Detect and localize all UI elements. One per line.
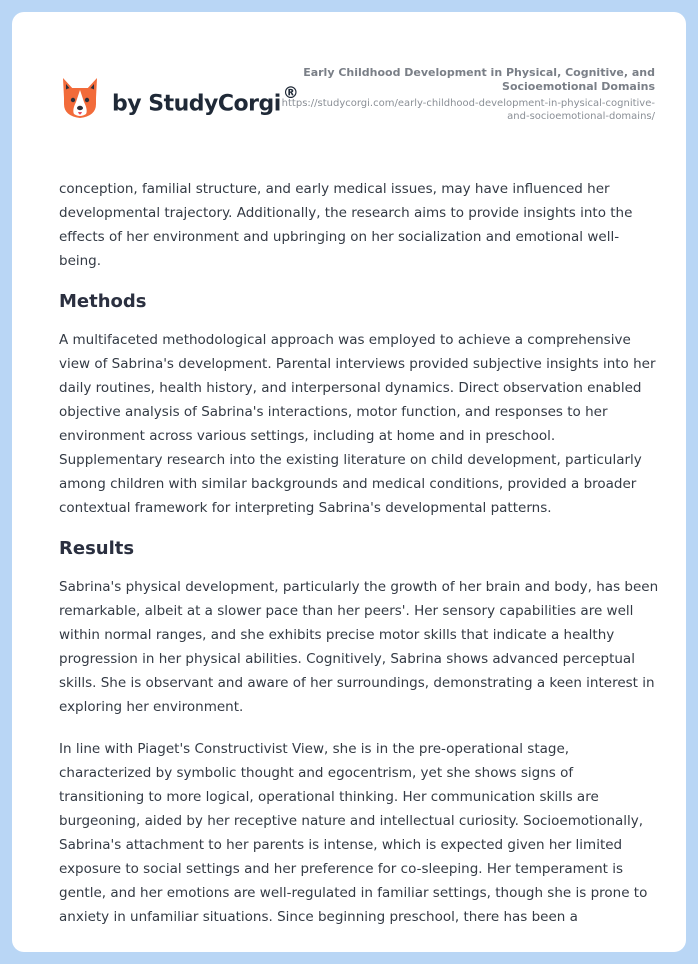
document-url[interactable]: https://studycorgi.com/early-childhood-development-in-physical-cognitive-and-socioemotional-domains/	[281, 98, 655, 122]
studycorgi-logo[interactable]	[60, 76, 298, 120]
document-meta	[275, 66, 655, 123]
results-paragraph-1: Sabrina's physical development, particularly the growth of her brain and body, has been remarkable, albeit at a slower pace than her peers'. Her sensory capabilities are well within normal ranges, and she exhibits precise motor skills that indicate a healthy progression in her physical abilities. Cognitively, Sabrina shows advanced perceptual skills. She is observant and aware of her surroundings, demonstrating a keen interest in exploring her environment.	[59, 579, 659, 715]
intro-paragraph: conception, familial structure, and early medical issues, may have influenced her developmental trajectory. Additionally, the research aims to provide insights into the effects of her environment and upbringing on her socialization and emotional well-being.	[59, 181, 633, 269]
document-title: Early Childhood Development in Physical, Cognitive, and Socioemotional Domains	[303, 66, 655, 93]
corgi-icon	[60, 76, 100, 120]
results-paragraph-2: In line with Piaget's Constructivist View, she is in the pre-operational stage, characterized by symbolic thought and egocentrism, yet she shows signs of transitioning to more logical, operational thinking. Her communication skills are burgeoning, aided by her receptive nature and intellectual curiosity. Socioemotionally, Sabrina's attachment to her parents is intense, which is expected given her limited exposure to social settings and her preference for co-sleeping. Her temperament is gentle, and her emotions are well-regulated in familiar settings, though she is prone to anxiety in unfamiliar situations. Since beginning preschool, there has been a	[59, 741, 648, 925]
results-heading: Results	[59, 538, 135, 559]
methods-paragraph: A multifaceted methodological approach was employed to achieve a comprehensive view of Sabrina's development. Parental interviews provided subjective insights into her daily routines, health history, and interpersonal dynamics. Direct observation enabled objective analysis of Sabrina's interactions, motor function, and responses to her environment across various settings, including at home and in preschool. Supplementary research into the existing literature on child development, particularly among children with similar backgrounds and medical conditions, provided a broader contextual framework for interpreting Sabrina's developmental patterns.	[59, 332, 656, 516]
document-page	[12, 12, 686, 952]
document-body	[59, 177, 659, 929]
brand-name: by StudyCorgi ®	[112, 83, 299, 117]
methods-heading: Methods	[59, 291, 147, 312]
